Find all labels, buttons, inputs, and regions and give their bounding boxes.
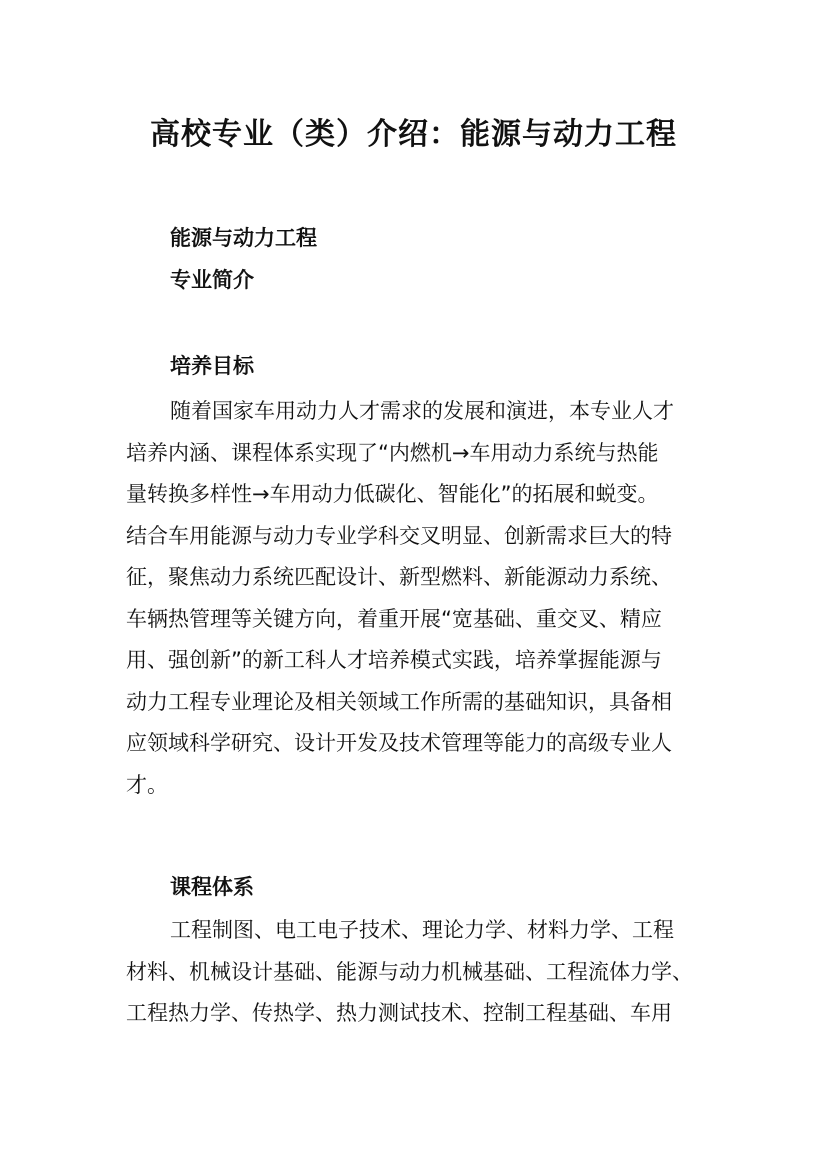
paragraph-line: 工程热力学、传热学、热力测试技术、控制工程基础、车用 [126,1001,672,1025]
paragraph-line: 车辆热管理等关键方向，着重开展“宽基础、重交叉、精应 [126,606,662,631]
major-name-heading: 能源与动力工程 [170,226,317,250]
paragraph-line: 征，聚焦动力系统匹配设计、新型燃料、新能源动力系统、 [126,565,672,589]
paragraph-line: 才。 [126,772,168,797]
paragraph-line: 材料、机械设计基础、能源与动力机械基础、工程流体力学、 [126,959,693,984]
section-heading-curriculum: 课程体系 [170,875,254,899]
training-goals-paragraph [126,391,706,806]
paragraph-line: 培养内涵、课程体系实现了“内燃机→车用动力系统与热能 [126,440,659,465]
paragraph-line: 量转换多样性→车用动力低碳化、智能化”的拓展和蜕变。 [126,482,659,506]
paragraph-line: 随着国家车用动力人才需求的发展和演进，本专业人才 [170,399,674,423]
paragraph-line: 应领域科学研究、设计开发及技术管理等能力的高级专业人 [126,731,672,755]
paragraph-line: 动力工程专业理论及相关领域工作所需的基础知识，具备相 [126,689,672,714]
paragraph-line: 结合车用能源与动力专业学科交叉明显、创新需求巨大的特 [126,523,672,548]
paragraph-line: 工程制图、电工电子技术、理论力学、材料力学、工程 [170,918,674,942]
section-heading-training-goals: 培养目标 [170,354,254,378]
curriculum-paragraph [126,910,706,1035]
intro-heading: 专业简介 [170,268,254,292]
document-title: 高校专业（类）介绍：能源与动力工程 [150,117,677,152]
paragraph-line: 用、强创新”的新工科人才培养模式实践，培养掌握能源与 [126,648,662,672]
